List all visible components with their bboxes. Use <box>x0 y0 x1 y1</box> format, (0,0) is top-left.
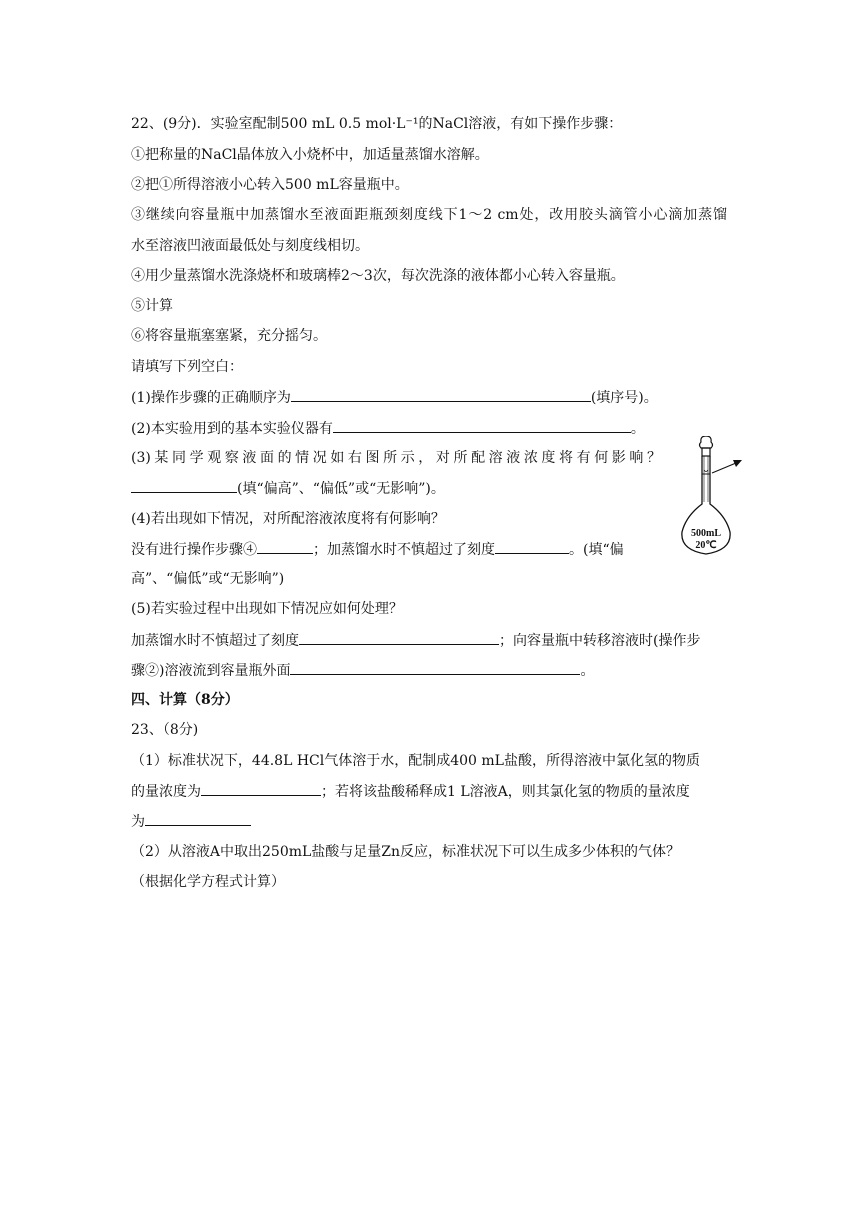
q22-part-5-line-1 <box>131 630 700 651</box>
q22-part-4-a: 没有进行操作步骤④ <box>131 542 257 558</box>
q22-part-5-a: 加蒸馏水时不慎超过了刻度 <box>131 633 299 649</box>
q22-step-6: ⑥将容量瓶塞塞紧，充分摇匀。 <box>131 328 327 344</box>
q22-part-4-b: ；加蒸馏水时不慎超过了刻度 <box>313 542 495 558</box>
q23-part-1a: （1）标准状况下，44.8L HCl气体溶于水，配制成400 mL盐酸，所得溶液中氯化氢的物质 <box>131 753 700 769</box>
q22-part-3-blank[interactable] <box>131 478 237 493</box>
q23-part-1b <box>131 781 690 802</box>
flask-temperature-label: 20℃ <box>695 540 717 551</box>
q22-step-3b: 水至溶液凹液面最低处与刻度线相切。 <box>131 238 369 254</box>
section-4-title: 四、计算（8分） <box>131 692 239 708</box>
q22-step-5: ⑤计算 <box>131 298 173 314</box>
q23-part-2b: （根据化学方程式计算） <box>131 874 285 890</box>
q22-part-4-blank-1[interactable] <box>257 539 313 554</box>
q22-part-3-answer <box>131 478 445 499</box>
q22-part-2 <box>131 418 645 439</box>
q22-step-2: ②把①所得溶液小心转入500 mL容量瓶中。 <box>131 177 409 193</box>
q22-part-5-d: 。 <box>580 663 595 679</box>
q22-part-2-tail: 。 <box>630 421 645 437</box>
q22-part-2-blank[interactable] <box>333 418 631 433</box>
q23-part-1-blank-2[interactable] <box>145 811 251 826</box>
q22-step-3a: ③继续向容量瓶中加蒸馏水至液面距瓶颈刻度线下1～2 cm处，改用胶头滴管小心滴加蒸馏 <box>131 207 727 223</box>
q22-step-4: ④用少量蒸馏水洗涤烧杯和玻璃棒2～3次，每次洗涤的液体都小心转入容量瓶。 <box>131 268 625 284</box>
q22-part-5: (5)若实验过程中出现如下情况应如何处理？ <box>131 601 403 617</box>
q22-part-4-answers <box>131 539 624 560</box>
q22-step-1: ①把称量的NaCl晶体放入小烧杯中，加适量蒸馏水溶解。 <box>131 147 489 163</box>
q22-part-1-tail: (填序号)。 <box>590 390 658 406</box>
q22-header: 22、(9分)．实验室配制500 mL 0.5 mol·L⁻¹的NaCl溶液，有如下操作步骤： <box>131 116 623 132</box>
viewing-arrow <box>712 463 736 473</box>
q22-part-5-c: 骤②)溶液流到容量瓶外面 <box>131 663 291 679</box>
q22-part-4-c: 。(填“偏 <box>569 542 624 558</box>
q22-part-3-tail: (填“偏高”、“偏低”或“无影响”)。 <box>237 481 445 497</box>
q22-part-5-b: ；向容量瓶中转移溶液时(操作步 <box>499 633 701 649</box>
q22-part-2-text: (2)本实验用到的基本实验仪器有 <box>131 421 333 437</box>
q22-part-1-blank[interactable] <box>291 387 591 402</box>
q22-part-5-blank-1[interactable] <box>299 630 499 645</box>
q22-part-4: (4)若出现如下情况，对所配溶液浓度将有何影响？ <box>131 511 445 527</box>
q22-part-4-blank-2[interactable] <box>495 539 569 554</box>
q22-part-1-text: (1)操作步骤的正确顺序为 <box>131 390 291 406</box>
q22-part-1 <box>131 387 658 408</box>
q22-part-4-d: 高”、“偏低”或“无影响”) <box>131 571 285 587</box>
q23-part-1d <box>131 811 251 832</box>
q23-header: 23、（8分) <box>131 722 199 738</box>
q23-part-2a: （2）从溶液A中取出250mL盐酸与足量Zn反应，标准状况下可以生成多少体积的气体？ <box>131 844 681 860</box>
q23-part-1-blank-1[interactable] <box>201 781 321 796</box>
flask-stopper <box>700 436 713 456</box>
q22-part-3: (3)某同学观察液面的情况如右图所示，对所配溶液浓度将有何影响？ <box>131 450 661 466</box>
volumetric-flask-figure <box>676 436 766 564</box>
q23-part-1d-text: 为 <box>131 814 145 830</box>
q22-part-5-blank-2[interactable] <box>290 660 580 675</box>
flask-volume-label: 500mL <box>691 528 721 539</box>
q22-part-5-line-2 <box>131 660 594 681</box>
q23-part-1b-text: 的量浓度为 <box>131 784 201 800</box>
q22-prompt: 请填写下列空白： <box>131 359 243 375</box>
flask-meniscus <box>704 470 708 472</box>
q23-part-1c-text: ；若将该盐酸稀释成1 L溶液A，则其氯化氢的物质的量浓度 <box>321 784 690 800</box>
